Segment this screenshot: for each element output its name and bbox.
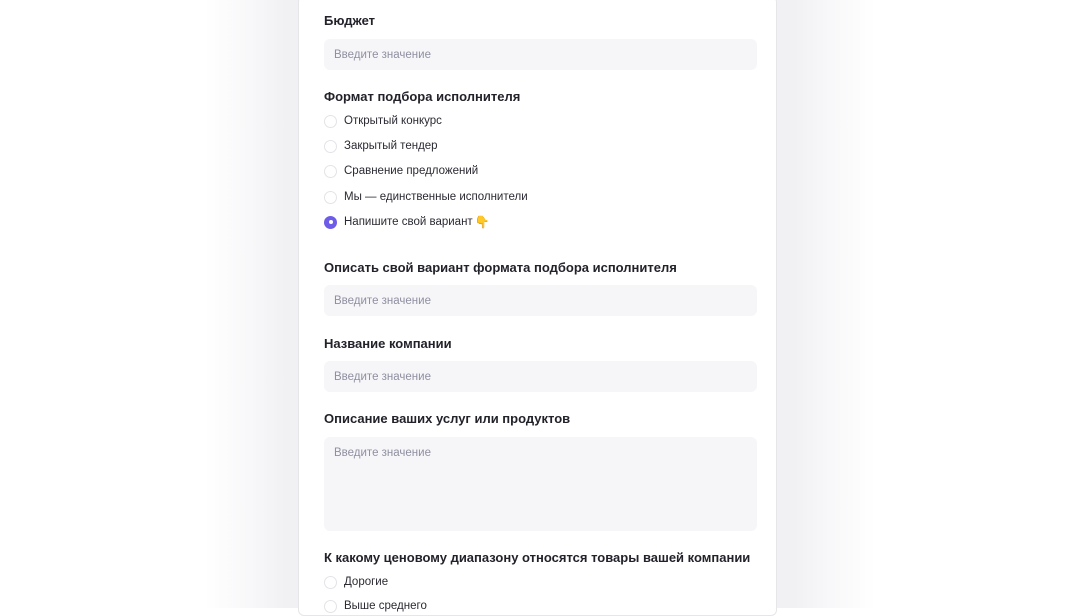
radio-option-custom[interactable] <box>324 214 490 230</box>
radio-button[interactable] <box>324 165 337 178</box>
company-name-label: Название компании <box>324 336 452 351</box>
radio-option-label: Сравнение предложений <box>344 165 479 177</box>
radio-option-label: Открытый конкурс <box>344 115 442 127</box>
radio-option-label: Дорогие <box>344 576 389 588</box>
budget-label: Бюджет <box>324 13 375 28</box>
company-name-input[interactable] <box>324 361 757 392</box>
radio-button[interactable] <box>324 600 337 613</box>
radio-option-label: Мы — единственные исполнители <box>344 191 528 203</box>
custom-format-label: Описать свой вариант формата подбора исполнителя <box>324 260 677 275</box>
radio-option-label: Закрытый тендер <box>344 140 438 152</box>
radio-option-expensive[interactable] <box>324 574 388 590</box>
radio-button[interactable] <box>324 576 337 589</box>
radio-button[interactable] <box>324 140 337 153</box>
radio-button[interactable] <box>324 191 337 204</box>
radio-option-open-contest[interactable] <box>324 113 442 129</box>
hand-pointing-down-icon: 👇 <box>474 215 490 229</box>
services-description-textarea[interactable] <box>324 437 757 531</box>
selection-format-label: Формат подбора исполнителя <box>324 89 521 104</box>
price-range-label: К какому ценовому диапазону относятся товары вашей компании <box>324 550 751 565</box>
radio-option-label: Выше среднего <box>344 600 427 612</box>
radio-button[interactable] <box>324 115 337 128</box>
services-description-label: Описание ваших услуг или продуктов <box>324 411 571 426</box>
radio-option-compare-offers[interactable] <box>324 163 478 179</box>
custom-format-input[interactable] <box>324 285 757 316</box>
radio-option-label: Напишите свой вариант <box>344 216 473 228</box>
radio-button-checked[interactable] <box>324 216 337 229</box>
radio-option-closed-tender[interactable] <box>324 138 438 154</box>
radio-option-above-average[interactable] <box>324 598 427 614</box>
radio-option-sole-contractor[interactable] <box>324 189 528 205</box>
budget-input[interactable] <box>324 39 757 70</box>
